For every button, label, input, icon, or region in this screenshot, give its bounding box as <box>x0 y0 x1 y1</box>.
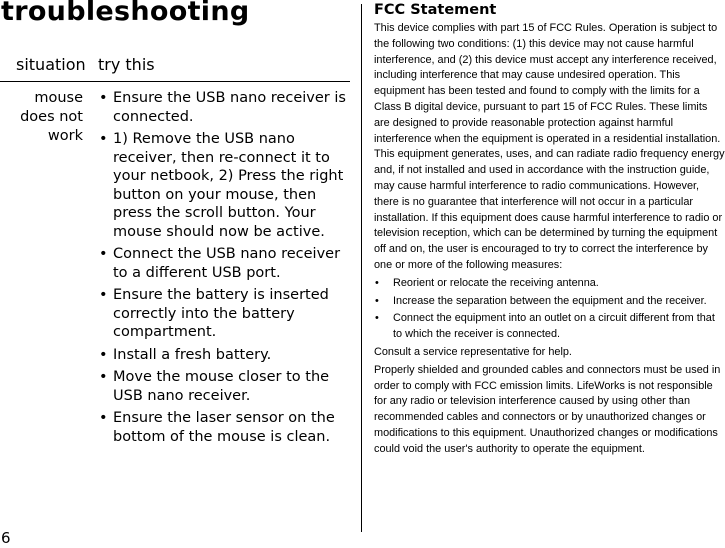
bullet-icon: • <box>99 369 108 385</box>
tip-text: Connect the USB nano receiver to a different USB port. <box>113 246 341 281</box>
fcc-intro: This device complies with part 15 of FCC Rules. Operation is subject to the following two conditions: (1) this device may not cause harmful interference, and (2) this device must accept any interference received, including interference that may cause undesired operation. This equipment has been tested and found to comply with the limits for a Class B digital device, pursuant to part 15 of FCC Rules. These limits are designed to provide reasonable protection against harmful interference when the equipment is operated in a residential installation. This equipment generates, uses, and can radiate radio frequency energy and, if not installed and used in accordance with the instruction guide, may cause harmful interference to radio communications. However, there is no guarantee that interference will not occur in a particular installation. If this equipment does cause harmful interference to radio or television reception, which can be determined by turning the equipment off and on, the user is encouraged to try to correct the interference by one or more of the following measures: <box>374 22 725 271</box>
column-header-try-this: try this <box>98 55 155 74</box>
fcc-statement <box>374 0 725 460</box>
tip-item <box>97 409 347 446</box>
fcc-measure-item <box>374 311 725 343</box>
bullet-icon: • <box>99 346 108 363</box>
fcc-measures-list <box>374 276 725 343</box>
tip-item <box>97 346 347 365</box>
tip-text: 1) Remove the USB nano receiver, then re-connect it to your netbook, 2) Press the right button on your mouse, then press the scroll button. Your mouse should now be active. <box>113 131 344 240</box>
fcc-measure-text: Connect the equipment into an outlet on a circuit different from that to which the receiver is connected. <box>393 312 715 341</box>
tip-text: Ensure the laser sensor on the bottom of the mouse is clean. <box>113 410 335 445</box>
situation-cell <box>0 89 83 146</box>
bullet-icon: • <box>375 294 379 307</box>
fcc-consult: Consult a service representative for help. <box>374 345 572 358</box>
tip-item <box>97 286 347 342</box>
tips-list <box>97 89 347 450</box>
tip-text: Ensure the USB nano receiver is connected. <box>113 90 346 125</box>
tip-item <box>97 245 347 282</box>
fcc-measure-item <box>374 276 725 292</box>
tip-item <box>97 130 347 241</box>
tip-text: Ensure the battery is inserted correctly into the battery compartment. <box>113 287 329 340</box>
tip-text: Move the mouse closer to the USB nano receiver. <box>113 369 330 404</box>
bullet-icon: • <box>99 410 108 426</box>
fcc-closing: Properly shielded and grounded cables and connectors must be used in order to comply with FCC emission limits. LifeWorks is not responsible for any radio or television interference caused by using other than recommended cables and connectors or by unauthorized changes or modifications to this equipment. Unauthorized changes or modifications could void the user's authority to operate the equipment. <box>374 363 721 455</box>
column-divider <box>361 4 362 532</box>
fcc-measure-text: Increase the separation between the equipment and the receiver. <box>393 294 707 307</box>
situation-line: does not <box>20 109 83 125</box>
fcc-measure-text: Reorient or relocate the receiving antenna. <box>393 276 599 289</box>
page-number: 6 <box>1 529 11 547</box>
fcc-title: FCC Statement <box>374 2 497 18</box>
bullet-icon: • <box>375 312 379 325</box>
situation-line: mouse <box>34 90 83 106</box>
bullet-icon: • <box>99 90 108 106</box>
fcc-measure-item <box>374 294 725 310</box>
column-header-situation: situation <box>16 55 86 74</box>
bullet-icon: • <box>99 287 108 303</box>
bullet-icon: • <box>99 131 108 147</box>
tip-item <box>97 368 347 405</box>
situation-line: work <box>47 128 83 144</box>
header-rule <box>0 81 350 82</box>
page-heading: troubleshooting <box>1 0 250 27</box>
bullet-icon: • <box>375 276 379 289</box>
tip-text: Install a fresh battery. <box>113 346 272 363</box>
tip-item <box>97 89 347 126</box>
bullet-icon: • <box>99 246 108 262</box>
